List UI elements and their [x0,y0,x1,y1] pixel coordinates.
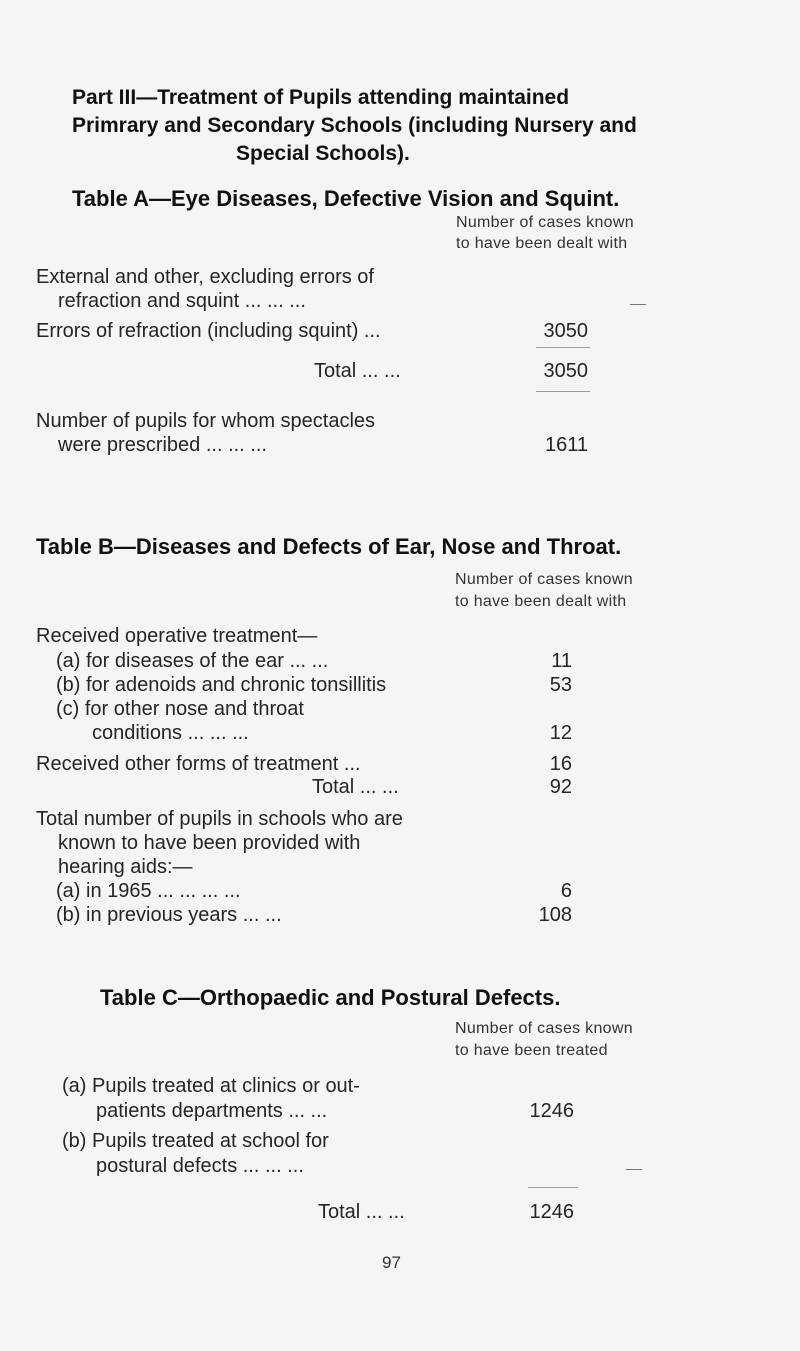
table-b-total-label: Total ... ... [312,776,399,798]
table-b-hearing-previous-value: 108 [538,904,572,926]
table-b-hearing-line-2: known to have been provided with [58,832,361,854]
table-b-row-nose-throat-line-2: conditions ... ... ... [92,722,249,744]
table-c-total-label: Total ... ... [318,1201,405,1223]
table-c-row-postural-line-2: postural defects ... ... ... [96,1155,304,1177]
table-b-row-adenoids-value: 53 [549,674,572,696]
table-b-hearing-line-1: Total number of pupils in schools who are [36,808,403,830]
table-b-row-adenoids-label: (b) for adenoids and chronic tonsillitis [56,674,387,696]
table-c-column-heading-line-1: Number of cases known [455,1020,633,1037]
table-a-total-rule-bottom [536,391,590,392]
table-b-column-heading-line-2: to have been dealt with [455,593,627,610]
table-a-spectacles-line-2: were prescribed ... ... ... [58,434,267,456]
page-number: 97 [382,1253,401,1272]
table-b-hearing-previous-label: (b) in previous years ... ... [56,904,282,926]
table-c-row-postural-nil-dash [626,1169,642,1170]
table-a-total-value: 3050 [543,360,588,382]
table-b-row-ear-label: (a) for diseases of the ear ... ... [56,650,329,672]
table-b-row-other-treatment-label: Received other forms of treatment ... [36,753,361,775]
table-c-row-clinics-line-2: patients departments ... ... [96,1100,328,1122]
table-b-hearing-1965-value: 6 [560,880,572,902]
part-title-line-3: Special Schools). [236,142,410,165]
table-a-row-refraction-value: 3050 [543,320,588,342]
table-a-row-external-line-1: External and other, excluding errors of [36,266,374,288]
table-b-total-value: 92 [549,776,572,798]
table-b-row-ear-value: 11 [551,650,572,672]
table-b-title: Table B—Diseases and Defects of Ear, Nose and Throat. [36,534,622,559]
table-b-row-nose-throat-line-1: (c) for other nose and throat [56,698,304,720]
table-b-column-heading-line-1: Number of cases known [455,571,633,588]
table-b-row-nose-throat-value: 12 [549,722,572,744]
table-b-row-other-treatment-value: 16 [549,753,572,775]
table-c-total-value: 1246 [529,1201,574,1223]
table-a-row-external-nil-dash [630,304,646,305]
part-title-line-1: Part III—Treatment of Pupils attending maintained [72,86,570,109]
table-a-row-refraction-label: Errors of refraction (including squint) ... [36,320,381,342]
table-a-title: Table A—Eye Diseases, Defective Vision and Squint. [72,186,620,211]
table-b-hearing-1965-label: (a) in 1965 ... ... ... ... [56,880,241,902]
table-a-column-heading-line-1: Number of cases known [456,214,634,231]
part-title-line-2: Primrary and Secondary Schools (including Nursery and [72,114,637,137]
table-a-column-heading-line-2: to have been dealt with [456,235,628,252]
table-c-row-postural-line-1: (b) Pupils treated at school for [62,1130,329,1152]
table-a-spectacles-value: 1611 [544,434,588,456]
table-a-spectacles-line-1: Number of pupils for whom spectacles [36,410,376,432]
table-c-column-heading-line-2: to have been treated [455,1042,608,1059]
table-a-total-rule-top [536,347,590,348]
table-c-title: Table C—Orthopaedic and Postural Defects. [100,985,561,1010]
table-b-hearing-line-3: hearing aids:— [58,856,193,878]
table-a-total-label: Total ... ... [314,360,401,382]
table-b-operative-heading: Received operative treatment— [36,625,318,647]
table-a-row-external-line-2: refraction and squint ... ... ... [58,290,306,312]
table-c-total-rule-top [528,1187,578,1188]
table-c-row-clinics-value: 1246 [529,1100,574,1122]
table-c-row-clinics-line-1: (a) Pupils treated at clinics or out- [62,1075,360,1097]
